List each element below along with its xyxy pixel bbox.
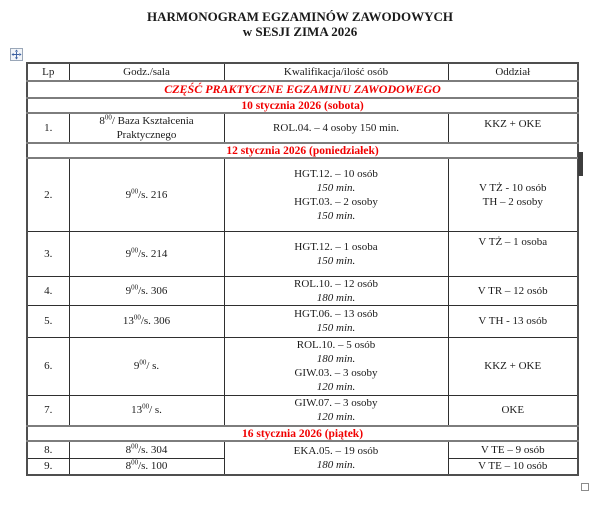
od-8-line1: V TE – 9 osób xyxy=(480,443,545,456)
cell-kw-5[interactable] xyxy=(224,305,448,337)
date-row-2 xyxy=(27,143,578,158)
cell-godz-2[interactable] xyxy=(69,158,224,231)
cell-lp-6[interactable] xyxy=(27,337,69,395)
table-resize-handle[interactable] xyxy=(581,483,589,491)
cell-godz-8[interactable] xyxy=(69,441,224,458)
scrollbar-thumb[interactable] xyxy=(578,152,583,176)
cell-lp-4[interactable] xyxy=(27,276,69,305)
kw-4-line1: ROL.10. – 12 osób xyxy=(293,277,379,290)
lp-3: 3. xyxy=(44,247,53,260)
godz-4 xyxy=(72,284,222,298)
godz-5-rest: /s. 306 xyxy=(140,315,171,327)
godz-1-line2: Praktycznego xyxy=(116,129,177,141)
exam-row-5 xyxy=(27,305,578,337)
godz-1-sup: 00 xyxy=(104,113,112,122)
lp-6: 6. xyxy=(44,360,53,372)
cell-od-9[interactable] xyxy=(448,458,578,475)
godz-7-rest: / s. xyxy=(149,404,162,417)
godz-9 xyxy=(72,459,222,473)
godz-9-rest: /s. 100 xyxy=(138,460,168,473)
godz-3-sup: 00 xyxy=(131,245,139,254)
od-5-line1: V TH - 13 osób xyxy=(478,315,548,327)
godz-3 xyxy=(72,247,222,261)
document-title xyxy=(0,9,600,39)
godz-6 xyxy=(72,359,222,373)
lp-7: 7. xyxy=(44,404,53,417)
kw-8-line1: EKA.05. – 19 osób xyxy=(293,445,379,457)
kw-3-line1: HGT.12. – 1 osoba xyxy=(294,240,378,253)
cell-kw-4[interactable] xyxy=(224,276,448,305)
cell-od-7[interactable] xyxy=(448,395,578,426)
cell-od-8[interactable] xyxy=(448,441,578,458)
move-icon xyxy=(11,49,22,60)
header-row xyxy=(27,63,578,81)
kw-2-line4: 150 min. xyxy=(316,209,356,222)
godz-4-sup: 00 xyxy=(131,282,139,291)
lp-1: 1. xyxy=(44,122,53,134)
header-lp-label: Lp xyxy=(42,66,55,78)
exam-schedule-table xyxy=(26,62,579,476)
cell-lp-7[interactable] xyxy=(27,395,69,426)
cell-kw-6[interactable] xyxy=(224,337,448,395)
godz-5 xyxy=(72,314,222,328)
godz-1-line1 xyxy=(72,114,222,128)
cell-kw-7[interactable] xyxy=(224,395,448,426)
date-cell-1[interactable] xyxy=(27,98,578,113)
cell-kw-3[interactable] xyxy=(224,231,448,276)
kw-2-line1: HGT.12. – 10 osób xyxy=(294,167,378,180)
cell-od-4[interactable] xyxy=(448,276,578,305)
godz-7-hour: 13 xyxy=(131,404,143,417)
godz-2-hour: 9 xyxy=(125,188,132,201)
kw-5-line1: HGT.06. – 13 osób xyxy=(294,308,378,320)
cell-godz-9[interactable] xyxy=(69,458,224,475)
od-3-line1: V TŻ – 1 osoba xyxy=(478,235,548,248)
godz-8-hour: 8 xyxy=(125,443,132,456)
godz-5-sup: 00 xyxy=(133,313,141,322)
exam-row-2 xyxy=(27,158,578,231)
cell-godz-5[interactable] xyxy=(69,305,224,337)
exam-row-1 xyxy=(27,113,578,143)
od-9-line1: V TE – 10 osób xyxy=(478,460,548,473)
godz-7 xyxy=(72,403,222,417)
cell-godz-1[interactable] xyxy=(69,113,224,143)
cell-kw-2[interactable] xyxy=(224,158,448,231)
godz-7-sup: 00 xyxy=(142,402,150,411)
kw-8-line2: 180 min. xyxy=(316,459,356,471)
godz-6-hour: 9 xyxy=(133,360,140,372)
exam-row-8 xyxy=(27,441,578,458)
lp-2: 2. xyxy=(44,188,53,201)
section-header-label: CZĘŚĆ PRAKTYCZNE EGZAMINU ZAWODOWEGO xyxy=(164,82,441,96)
date-cell-2[interactable] xyxy=(27,143,578,158)
header-kwalifikacja-label: Kwalifikacja/ilość osób xyxy=(283,66,389,78)
kw-2-line3: HGT.03. – 2 osoby xyxy=(294,195,378,208)
header-godz[interactable] xyxy=(69,63,224,81)
header-lp[interactable] xyxy=(27,63,69,81)
lp-5: 5. xyxy=(44,315,53,327)
section-header-cell[interactable] xyxy=(27,81,578,98)
exam-row-3 xyxy=(27,231,578,276)
godz-6-sup: 00 xyxy=(139,358,147,367)
cell-lp-1[interactable] xyxy=(27,113,69,143)
table-move-handle[interactable] xyxy=(10,48,23,61)
kw-6-line1: ROL.10. – 5 osób xyxy=(296,339,376,351)
od-6-line1: KKZ + OKE xyxy=(484,360,542,372)
godz-6-rest: / s. xyxy=(146,360,160,372)
date-label-3: 16 stycznia 2026 (piątek) xyxy=(241,427,364,440)
kw-2-line2: 150 min. xyxy=(316,181,356,194)
date-row-3 xyxy=(27,426,578,441)
od-1-line1: KKZ + OKE xyxy=(484,118,542,130)
od-2-line2: TH – 2 osoby xyxy=(482,195,543,208)
cell-lp-3[interactable] xyxy=(27,231,69,276)
exam-row-6 xyxy=(27,337,578,395)
kw-5-line2: 150 min. xyxy=(316,322,356,334)
od-4-line1: V TR – 12 osób xyxy=(477,284,548,297)
godz-4-rest: /s. 306 xyxy=(138,284,168,297)
header-kwalifikacja[interactable] xyxy=(224,63,448,81)
cell-godz-4[interactable] xyxy=(69,276,224,305)
lp-4: 4. xyxy=(44,284,53,297)
cell-od-1[interactable] xyxy=(448,113,578,143)
date-row-1 xyxy=(27,98,578,113)
kw-6-line4: 120 min. xyxy=(316,381,356,393)
cell-lp-8[interactable] xyxy=(27,441,69,458)
date-cell-3[interactable] xyxy=(27,426,578,441)
godz-4-hour: 9 xyxy=(125,284,132,297)
godz-2-rest: /s. 216 xyxy=(138,188,168,201)
od-7-line1: OKE xyxy=(501,404,525,417)
cell-od-6[interactable] xyxy=(448,337,578,395)
godz-3-hour: 9 xyxy=(125,247,132,260)
od-2-line1: V TŻ - 10 osób xyxy=(479,181,547,194)
godz-9-sup: 00 xyxy=(131,458,139,467)
godz-9-hour: 8 xyxy=(125,460,132,473)
cell-lp-5[interactable] xyxy=(27,305,69,337)
exam-row-4 xyxy=(27,276,578,305)
cell-kw-8-9-merged[interactable] xyxy=(224,441,448,475)
document-title-line1: HARMONOGRAM EGZAMINÓW ZAWODOWYCH xyxy=(147,9,453,24)
date-label-2: 12 stycznia 2026 (poniedziałek) xyxy=(226,144,379,157)
godz-1-hour: 8 xyxy=(99,115,105,127)
godz-8-sup: 00 xyxy=(131,442,139,451)
godz-5-hour: 13 xyxy=(122,315,134,327)
kw-1-line1: ROL.04. – 4 osoby 150 min. xyxy=(273,122,399,134)
kw-6-line2: 180 min. xyxy=(316,353,356,365)
cell-od-5[interactable] xyxy=(448,305,578,337)
cell-godz-7[interactable] xyxy=(69,395,224,426)
date-label-1: 10 stycznia 2026 (sobota) xyxy=(241,99,364,112)
kw-6-line3: GIW.03. – 3 osoby xyxy=(294,367,378,379)
godz-8-rest: /s. 304 xyxy=(138,443,168,456)
document-title-line2: w SESJI ZIMA 2026 xyxy=(242,24,358,39)
cell-lp-2[interactable] xyxy=(27,158,69,231)
kw-7-line1: GIW.07. – 3 osoby xyxy=(294,397,378,410)
godz-2-sup: 00 xyxy=(131,187,139,196)
kw-7-line2: 120 min. xyxy=(316,411,356,424)
exam-row-7 xyxy=(27,395,578,426)
kw-4-line2: 180 min. xyxy=(316,291,356,304)
godz-1-rest: / Baza Kształcenia xyxy=(111,115,194,127)
header-oddzial-label: Oddział xyxy=(495,66,531,78)
kw-3-line2: 150 min. xyxy=(316,254,356,267)
cell-od-2[interactable] xyxy=(448,158,578,231)
header-oddzial[interactable] xyxy=(448,63,578,81)
header-godz-label: Godz./sala xyxy=(123,66,170,78)
lp-8: 8. xyxy=(44,443,53,456)
lp-9: 9. xyxy=(44,460,53,473)
godz-8 xyxy=(72,443,222,457)
cell-lp-9[interactable] xyxy=(27,458,69,475)
godz-3-rest: /s. 214 xyxy=(138,247,168,260)
cell-godz-6[interactable] xyxy=(69,337,224,395)
cell-kw-1[interactable] xyxy=(224,113,448,143)
section-header-row xyxy=(27,81,578,98)
godz-2 xyxy=(72,188,222,202)
cell-godz-3[interactable] xyxy=(69,231,224,276)
cell-od-3[interactable] xyxy=(448,231,578,276)
